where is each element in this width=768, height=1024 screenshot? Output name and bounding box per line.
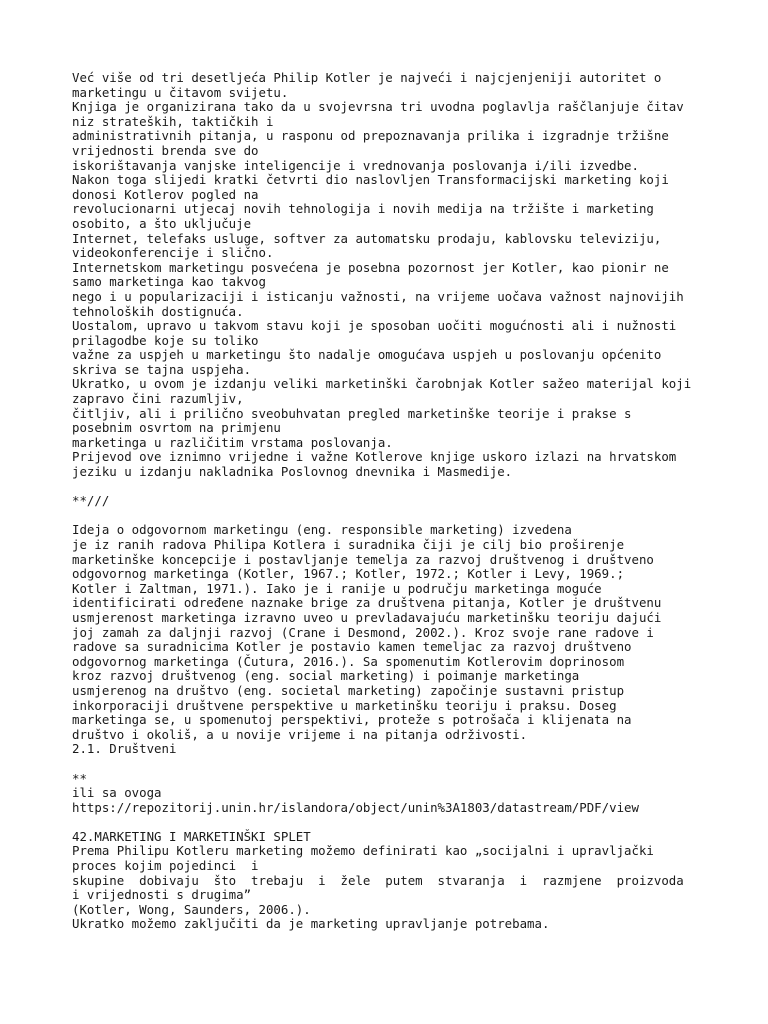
blank-line — [72, 757, 752, 772]
text-line: administrativnih pitanja, u rasponu od prepoznavanja prilika i izgradnje tržišne — [72, 128, 669, 144]
text-line: zapravo čini razumljiv, — [72, 391, 244, 407]
text-line: marketinga u različitim vrstama poslovanja. — [72, 434, 393, 450]
text-line: skriva se tajna uspjeha. — [72, 361, 252, 377]
text-line: identificirati određene naznake brige za društvena pitanja, Kotler je društvenu — [72, 595, 662, 611]
text-line: posebnim osvrtom na primjenu — [72, 420, 281, 436]
url-text: https://repozitorij.unin.hr/islandora/object/unin%3A1803/datastream/PDF/view — [72, 799, 639, 815]
blank-line — [72, 815, 752, 830]
section-heading: 42.MARKETING I MARKETINŠKI SPLET — [72, 828, 311, 844]
text-line: i vrijednosti s drugima” — [72, 887, 252, 903]
document-body — [72, 71, 752, 932]
section-heading: 2.1. Društveni — [72, 741, 177, 757]
text-line: skupine dobivaju što trebaju i žele putem stvaranja i razmjene proizvoda — [72, 872, 684, 888]
separator-text: ** — [72, 770, 87, 786]
text-line: Prema Philipu Kotleru marketing možemo definirati kao „socijalni i upravljački — [72, 843, 654, 859]
text-line: donosi Kotlerov pogled na — [72, 186, 259, 202]
blank-line — [72, 480, 752, 495]
text-line: kroz razvoj društvenog (eng. social marketing) i poimanje marketinga — [72, 668, 580, 684]
text-line: Ukratko, u ovom je izdanju veliki marketinški čarobnjak Kotler sažeo materijal koji — [72, 376, 692, 392]
text-line: proces kojim pojedinci i — [72, 858, 259, 874]
text-line: iskorištavanja vanjske inteligencije i vrednovanja poslovanja i/ili izvedbe. — [72, 157, 639, 173]
text-line: Knjiga je organizirana tako da u svojevrsna tri uvodna poglavlja raščlanjuje čitav — [72, 99, 684, 115]
text-line: prilagodbe koje su toliko — [72, 332, 259, 348]
text-line: usmjerenog na društvo (eng. societal marketing) započinje sustavni pristup — [72, 682, 625, 698]
text-line: marketingu u čitavom svijetu. — [72, 84, 289, 100]
text-line: čitljiv, ali i prilično sveobuhvatan pregled marketinške teorije i prakse s — [72, 405, 632, 421]
text-line: Već više od tri desetljeća Philip Kotler je najveći i najcjenjeniji autoritet o — [72, 70, 662, 85]
text-line: Ukratko možemo zaključiti da je marketing upravljanje potrebama. — [72, 916, 550, 932]
text-line: revolucionarni utjecaj novih tehnologija i novih medija na tržište i marketing — [72, 201, 654, 217]
text-line: ili sa ovoga — [72, 785, 162, 801]
text-line: nego i u popularizaciji i isticanju važnosti, na vrijeme uočava važnost najnovijih — [72, 288, 684, 304]
text-line: Kotler i Zaltman, 1971.). Iako je i ranije u području marketinga moguće — [72, 580, 602, 596]
separator-text: **/// — [72, 493, 110, 509]
text-line: Internetskom marketingu posvećena je posebna pozornost jer Kotler, kao pionir ne — [72, 259, 669, 275]
text-line: jeziku u izdanju nakladnika Poslovnog dnevnika i Masmedije. — [72, 464, 513, 480]
text-line: marketinga se, u spomenutoj perspektivi, proteže s potrošača i klijenata na — [72, 712, 632, 728]
text-line: joj zamah za daljnji razvoj (Crane i Desmond, 2002.). Kroz svoje rane radove i — [72, 624, 654, 640]
text-line: osobito, a što uključuje — [72, 215, 252, 231]
text-line: (Kotler, Wong, Saunders, 2006.). — [72, 901, 311, 917]
text-line: radove sa suradnicima Kotler je postavio kamen temeljac za razvoj društveno — [72, 639, 632, 655]
text-line: inkorporaciji društvene perspektive u marketinšku teoriju i praksu. Doseg — [72, 697, 617, 713]
blank-line — [72, 509, 752, 524]
text-line: vrijednosti brenda sve do — [72, 142, 259, 158]
text-line: niz strateških, taktičkih i — [72, 113, 274, 129]
text-line: samo marketinga kao takvog — [72, 274, 266, 290]
text-line: društvo i okoliš, a u novije vrijeme i na pitanja održivosti. — [72, 726, 528, 742]
text-line: je iz ranih radova Philipa Kotlera i suradnika čiji je cilj bio proširenje — [72, 537, 625, 552]
text-line: marketinške koncepcije i postavljanje temelja za razvoj društvenog i društveno — [72, 551, 654, 567]
text-line: Ideja o odgovornom marketingu (eng. responsible marketing) izvedena — [72, 522, 572, 538]
text-line: tehnoloških dostignuća. — [72, 303, 244, 319]
text-line: odgovornog marketinga (Čutura, 2016.). Sa spomenutim Kotlerovim doprinosom — [72, 653, 625, 669]
text-line: odgovornog marketinga (Kotler, 1967.; Kotler, 1972.; Kotler i Levy, 1969.; — [72, 566, 625, 582]
text-line: Prijevod ove iznimno vrijedne i važne Kotlerove knjige uskoro izlazi na hrvatskom — [72, 449, 677, 465]
text-line: Uostalom, upravo u takvom stavu koji je sposoban uočiti mogućnosti ali i nužnosti — [72, 318, 677, 334]
text-line: videokonferencije i slično. — [72, 245, 274, 261]
text-line: Internet, telefaks usluge, softver za automatsku prodaju, kablovsku televiziju, — [72, 230, 662, 246]
text-line: važne za uspjeh u marketingu što nadalje omogućava uspjeh u poslovanju općenito — [72, 347, 662, 363]
text-line: usmjerenost marketinga izravno uveo u prevladavajuću marketinšku teoriju dajući — [72, 609, 662, 625]
text-line: Nakon toga slijedi kratki četvrti dio naslovljen Transformacijski marketing koji — [72, 172, 669, 188]
